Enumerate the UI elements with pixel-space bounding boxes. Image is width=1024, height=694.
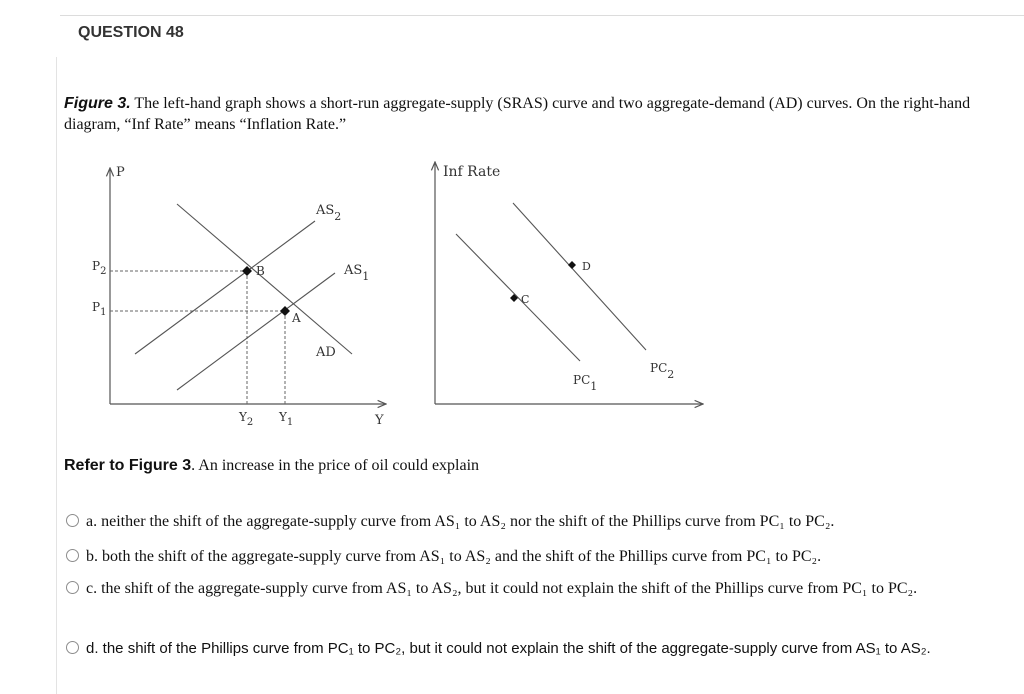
point-a-label: A [292, 311, 301, 325]
option-d-text: d. the shift of the Phillips curve from PC₁ to PC₂, but it could not explain the shift of the aggregate-supply curve from AS₁ to AS₂. [86, 640, 931, 657]
radio-b[interactable] [66, 549, 79, 562]
option-d[interactable] [66, 637, 1016, 660]
point-b-label: B [256, 264, 265, 278]
p1-label: $P_1$ [92, 300, 107, 318]
point-c-label: C [521, 293, 530, 306]
as2-curve [135, 221, 315, 354]
radio-a[interactable] [66, 514, 79, 527]
y-axis-label: P [116, 165, 125, 180]
point-d-marker [568, 261, 576, 269]
as1-curve [177, 273, 335, 390]
figure-caption [64, 93, 1014, 135]
pc1-label: PC1 [573, 373, 598, 393]
ad-label: AD [316, 345, 336, 360]
y1-label: $Y_1$ [279, 410, 294, 428]
point-c-marker [510, 294, 518, 302]
prompt-rest: . An increase in the price of oil could explain [191, 457, 480, 474]
phillips-curve-graph [420, 158, 720, 418]
option-a-text: a. neither the shift of the aggregate-supply curve from AS₁ to AS₂ nor the shift of the Phillips curve from PC₁ to PC₂. [86, 513, 835, 530]
inf-rate-label: Inf Rate [443, 164, 501, 180]
question-title: QUESTION 48 [78, 24, 184, 41]
y2-label: $Y_2$ [239, 410, 254, 428]
figure-label: Figure 3. [64, 95, 131, 112]
ad-curve [177, 204, 352, 354]
question-prompt [64, 457, 479, 475]
as2-label: $AS_2$ [316, 203, 342, 223]
caption-text: The left-hand graph shows a short-run aggregate-supply (SRAS) curve and two aggregate-demand (AD) curves. On the right-hand diagram, “Inf Rate” means “Inflation Rate.” [64, 95, 971, 133]
option-c[interactable] [66, 577, 1016, 600]
top-divider [60, 15, 1024, 16]
option-c-text: c. the shift of the aggregate-supply curve from AS₁ to AS₂, but it could not explain the shift of the Phillips curve from PC₁ to PC₂. [86, 580, 918, 597]
as-ad-graph [80, 158, 420, 438]
pc1-curve [456, 234, 580, 361]
radio-c[interactable] [66, 581, 79, 594]
option-b-text: b. both the shift of the aggregate-supply curve from AS₁ to AS₂ and the shift of the Phillips curve from PC₁ to PC₂. [86, 548, 822, 565]
prompt-bold: Refer to Figure 3 [64, 457, 192, 474]
radio-d[interactable] [66, 641, 79, 654]
option-b[interactable] [66, 545, 1016, 568]
option-a[interactable] [66, 510, 1016, 533]
as1-label: $AS_1$ [344, 263, 370, 283]
p2-label: $P_2$ [92, 259, 107, 277]
x-axis-label: Y [375, 413, 384, 428]
point-d-label: D [582, 260, 591, 273]
pc2-label: PC2 [650, 361, 675, 381]
pc2-curve [513, 203, 646, 350]
